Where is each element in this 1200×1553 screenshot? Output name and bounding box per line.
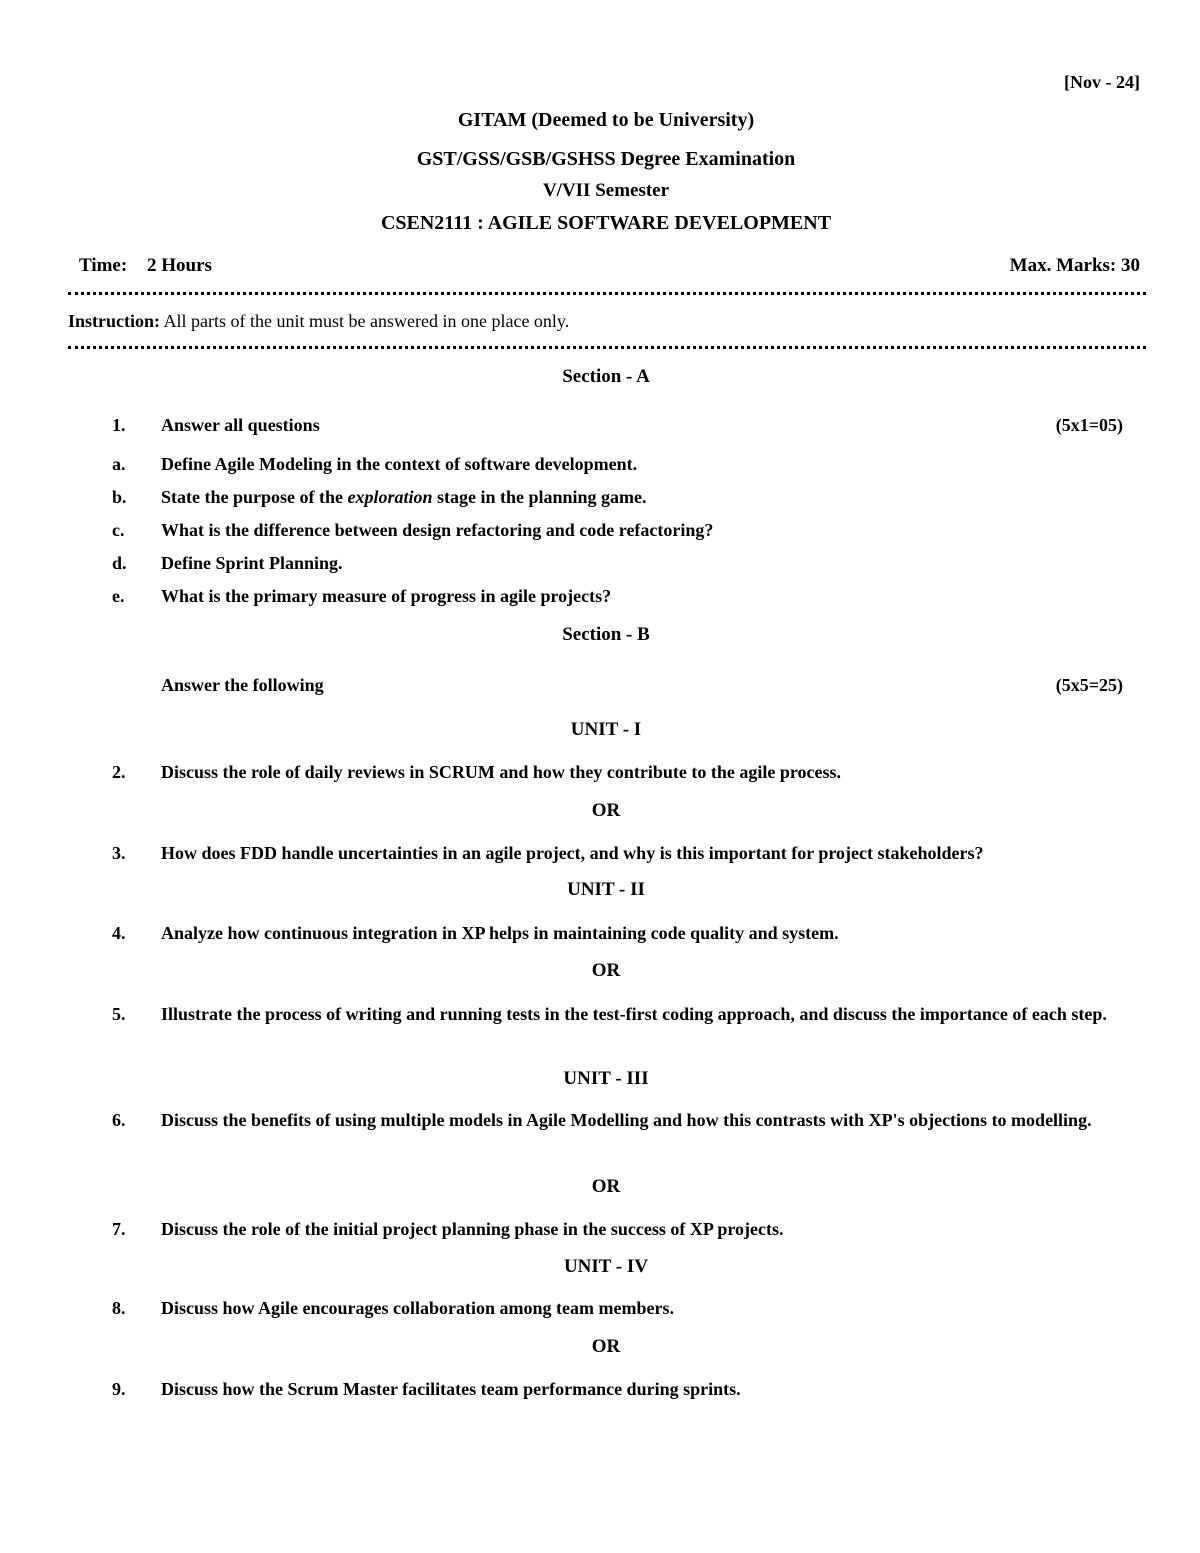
item-label: b. <box>112 487 127 507</box>
question-number: 8. <box>112 1298 126 1318</box>
item-label: c. <box>112 520 125 540</box>
section-a-marks: (5x1=05) <box>1055 415 1123 435</box>
question-number: 6. <box>112 1110 126 1130</box>
question-number: 5. <box>112 1004 126 1024</box>
item-text: Define Agile Modeling in the context of software development. <box>161 454 638 474</box>
max-marks: Max. Marks: 30 <box>1009 255 1140 276</box>
unit-title: UNIT - III <box>563 1068 649 1089</box>
section-a-title: Section - A <box>562 366 650 387</box>
question-text: Discuss how the Scrum Master facilitates team performance during sprints. <box>161 1379 741 1399</box>
item-text: Define Sprint Planning. <box>161 553 343 573</box>
question-number: 9. <box>112 1379 126 1399</box>
section-a-heading: Answer all questions <box>161 415 320 435</box>
question-text: Discuss how Agile encourages collaboration among team members. <box>161 1298 674 1318</box>
university-name: GITAM (Deemed to be University) <box>457 109 755 131</box>
exam-title: GST/GSS/GSB/GSHSS Degree Examination <box>416 148 796 170</box>
date-code: [Nov - 24] <box>1064 72 1140 92</box>
divider-bottom <box>68 346 1146 349</box>
or-separator: OR <box>591 1176 621 1197</box>
item-text: State the purpose of the exploration stage in the planning game. <box>161 487 647 507</box>
section-b-heading: Answer the following <box>161 675 324 695</box>
instruction-label: Instruction: <box>68 311 161 331</box>
or-separator: OR <box>591 960 621 981</box>
question-number: 2. <box>112 762 126 782</box>
section-b-marks: (5x5=25) <box>1055 675 1123 695</box>
item-label: e. <box>112 586 125 606</box>
question-number: 1. <box>112 415 126 435</box>
item-label: d. <box>112 553 127 573</box>
emphasis-exploration: exploration <box>347 487 433 507</box>
question-number: 4. <box>112 923 126 943</box>
section-b-title: Section - B <box>562 624 650 645</box>
or-separator: OR <box>591 1336 621 1357</box>
semester: V/VII Semester <box>542 180 670 201</box>
question-text: Illustrate the process of writing and running tests in the test-first coding approach, and discuss the importance of each step. <box>161 1004 1107 1024</box>
item-label: a. <box>112 454 126 474</box>
question-text: How does FDD handle uncertainties in an agile project, and why is this important for project stakeholders? <box>161 843 984 863</box>
instruction <box>68 311 569 332</box>
instruction-text: All parts of the unit must be answered in one place only. <box>163 311 570 331</box>
question-number: 7. <box>112 1219 126 1239</box>
unit-title: UNIT - I <box>570 719 642 740</box>
question-text: Discuss the role of daily reviews in SCRUM and how they contribute to the agile process. <box>161 762 841 782</box>
divider-top <box>68 292 1146 295</box>
or-separator: OR <box>591 800 621 821</box>
question-text: Discuss the role of the initial project planning phase in the success of XP projects. <box>161 1219 784 1239</box>
unit-title: UNIT - IV <box>563 1256 649 1277</box>
item-text: What is the difference between design refactoring and code refactoring? <box>161 520 714 540</box>
time-label: Time: <box>79 255 128 276</box>
question-text: Discuss the benefits of using multiple models in Agile Modelling and how this contrasts with XP's objections to modelling. <box>161 1110 1092 1130</box>
unit-title: UNIT - II <box>567 879 645 900</box>
item-text: What is the primary measure of progress in agile projects? <box>161 586 612 606</box>
time-value: 2 Hours <box>147 255 212 276</box>
question-text: Analyze how continuous integration in XP helps in maintaining code quality and system. <box>161 923 839 943</box>
course-title: CSEN2111 : AGILE SOFTWARE DEVELOPMENT <box>380 212 832 234</box>
question-number: 3. <box>112 843 126 863</box>
